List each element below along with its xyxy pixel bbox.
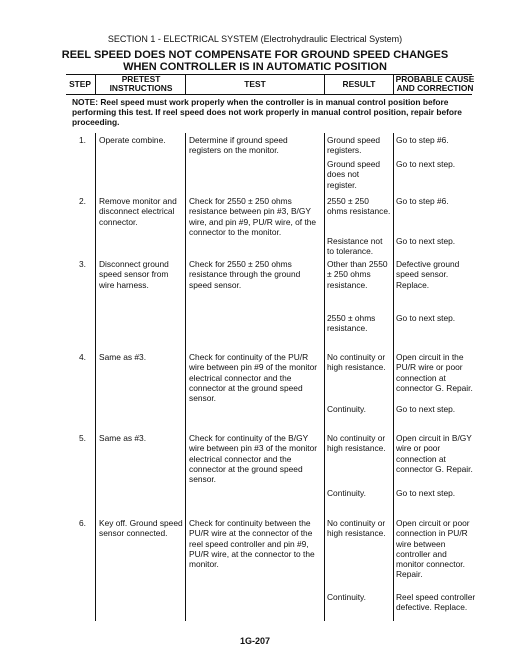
result-text: Resistance not to tolerance. [327,236,383,257]
probable-cause-text: Open circuit in B/GY wire or poor connection at connector G. Repair. [396,433,473,474]
step-number: 2. [79,196,86,206]
test-description: Check for continuity of the B/GY wire between pin #3 of the monitor electrical connector and the connector at the ground speed sensor. [189,433,318,485]
step-number: 3. [79,259,86,269]
result-text: No continuity or high resistance. [327,433,386,454]
header-divider [324,74,325,95]
probable-cause-text: Go to next step. [396,404,456,414]
title-line-1: REEL SPEED DOES NOT COMPENSATE FOR GROUND SPEED CHANGES [61,49,449,61]
pretest-instruction: Same as #3. [99,433,147,443]
result-text: 2550 ± 250 ohms resistance. [327,196,391,217]
result-text: Ground speed registers. [327,135,381,156]
column-probable-line-2: AND CORRECTION [396,83,474,93]
step-number: 5. [79,433,86,443]
header-divider [393,74,394,95]
probable-cause-text: Go to next step. [396,488,456,498]
test-description: Check for 2550 ± 250 ohms resistance between pin #3, B/GY wire, and pin #9, PU/R wire, of the connector to the monitor. [189,196,317,237]
result-text: Continuity. [327,488,366,498]
pretest-instruction: Operate combine. [99,135,166,145]
step-number: 1. [79,135,86,145]
probable-cause-text: Open circuit or poor connection in PU/R wire between controller and monitor connector. Repair. [396,518,470,580]
header-bottom-rule [66,94,472,95]
probable-cause-text: Defective ground speed sensor. Replace. [396,259,460,290]
column-step: STEP [69,79,91,89]
result-text: Ground speed does not register. [327,159,381,190]
pretest-instruction: Key off. Ground speed sensor connected. [99,518,183,539]
probable-cause-text: Reel speed controller defective. Replace. [396,592,476,613]
probable-cause-text: Go to next step. [396,236,456,246]
pretest-instruction: Same as #3. [99,352,147,362]
pretest-instruction: Remove monitor and disconnect electrical connector. [99,196,177,227]
column-probable-line-1: PROBABLE CAUSE [395,74,475,84]
probable-cause-text: Go to next step. [396,313,456,323]
note-paragraph: NOTE: Reel speed must work properly when the controller is in manual control position before performing this test. If reel speed does not work properly in manual control position, repair before proceeding. [72,97,462,127]
column-pretest-line-2: INSTRUCTIONS [109,83,173,93]
probable-cause-text: Go to next step. [396,159,456,169]
result-text: Continuity. [327,404,366,414]
column-divider [95,133,96,621]
title-line-2: WHEN CONTROLLER IS IN AUTOMATIC POSITION [123,61,387,73]
test-description: Determine if ground speed registers on the monitor. [189,135,288,156]
result-text: Other than 2550 ± 250 ohms resistance. [327,259,388,290]
test-description: Check for continuity of the PU/R wire between pin #9 of the monitor electrical connector and the connector at the ground speed sensor. [189,352,318,404]
probable-cause-text: Open circuit in the PU/R wire or poor connection at connector G. Repair. [396,352,473,393]
result-text: 2550 ± ohms resistance. [327,313,376,334]
column-divider [185,133,186,621]
pretest-instruction: Disconnect ground speed sensor from wire harness. [99,259,169,290]
column-pretest-line-1: PRETEST [121,74,161,84]
result-text: No continuity or high resistance. [327,518,386,539]
page-number: 1G-207 [239,636,271,646]
column-divider [324,133,325,621]
column-divider [393,133,394,621]
step-number: 4. [79,352,86,362]
result-text: Continuity. [327,592,366,602]
column-test: TEST [244,79,266,89]
column-result: RESULT [342,79,376,89]
test-description: Check for 2550 ± 250 ohms resistance through the ground speed sensor. [189,259,301,290]
test-description: Check for continuity between the PU/R wire at the connector of the reel speed controller and pin #9, PU/R wire, at the connector to the monitor. [189,518,315,570]
probable-cause-text: Go to step #6. [396,196,449,206]
result-text: No continuity or high resistance. [327,352,386,373]
step-number: 6. [79,518,86,528]
header-divider [185,74,186,95]
header-divider [95,74,96,95]
section-header: SECTION 1 - ELECTRICAL SYSTEM (Electrohydraulic Electrical System) [107,34,403,44]
probable-cause-text: Go to step #6. [396,135,449,145]
